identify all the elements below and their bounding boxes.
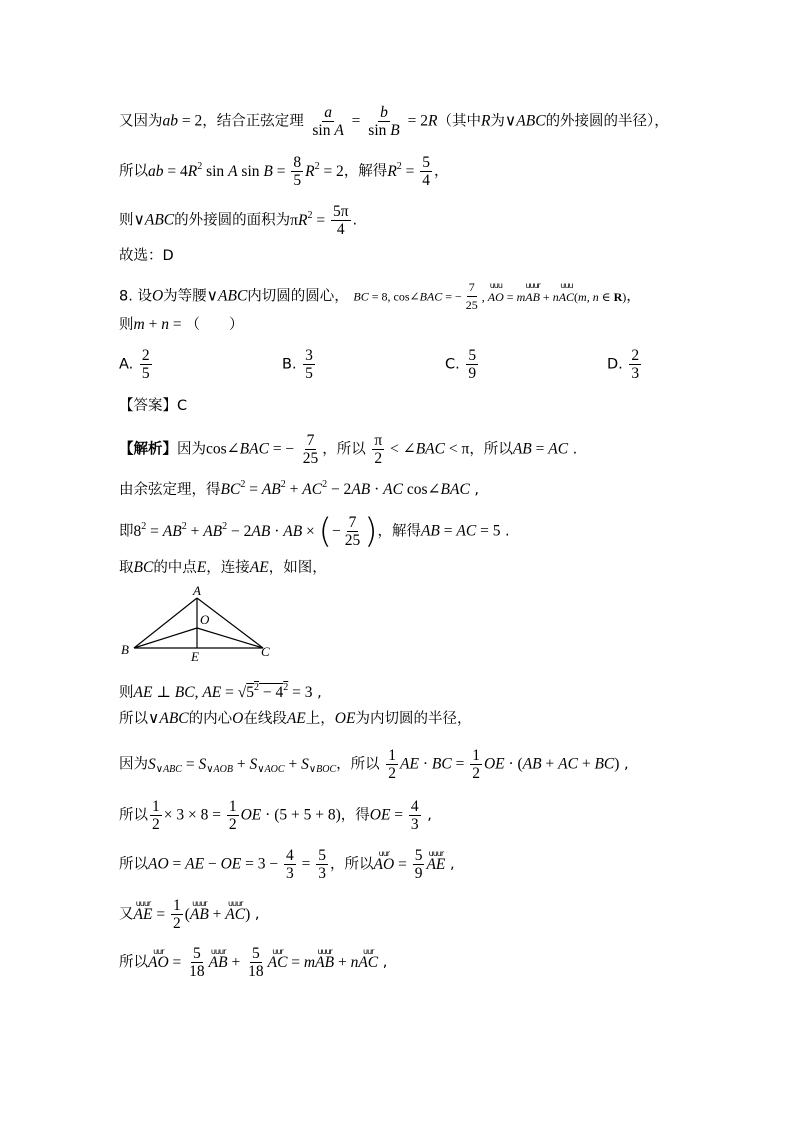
line-sine-law: 又因为ab = 2，结合正弦定理 $\frac{a}{\text{sin A}}$ = $\frac{b}{\text{sin B}}$ = 2R（其中R为∨ABC的外接圆的半径）， xyxy=(119,104,669,139)
analysis-line-1: 【解析】因为cos∠BAC = − $\frac{7}{25}$ ，所以 $\frac{\pi}{2}$ < ∠BAC < π，所以AB = AC . xyxy=(119,432,578,467)
side-ab xyxy=(134,598,197,648)
line-oe: 所以 $\frac{1}{2}$ × 3 × 8 = $\frac{1}{2}$ OE · (5 + 5 + 8)，得OE = $\frac{4}{3}$ , xyxy=(119,798,432,833)
answer: 【答案】C xyxy=(119,398,188,414)
question-8: 8. 设O为等腰∨ABC内切圆的圆心， BC = 8, cos∠BAC = − $\frac{7}{25}$ , uuu AO = muuur AB + nuuu AC(m, n ∈ R)， xyxy=(119,279,641,314)
label-o: O xyxy=(200,612,210,627)
segment-bo xyxy=(134,628,197,648)
line-ae-length: 则AE ⊥ BC, AE = $√5^2 - 4^2 = 3$ , xyxy=(119,682,322,701)
line-incenter: 所以∨ABC的内心O在线段AE上，OE为内切圆的半径， xyxy=(119,710,472,727)
line-cosine-law: 由余弦定理，得$BC^2 = AB^2 + AC^2 - 2AB$ · AC cos∠BAC , xyxy=(119,479,480,498)
segment-co xyxy=(197,628,263,648)
option-c: C. $\frac{5}{9}$ xyxy=(445,347,477,382)
line-midpoint: 取BC的中点E，连接AE，如图， xyxy=(119,559,327,576)
line-choice: 故选：D xyxy=(119,248,174,264)
triangle-figure xyxy=(117,584,277,664)
question-8-cont: 则m + n = （ ） xyxy=(119,316,244,333)
option-d: D. $\frac{2}{3}$ xyxy=(607,347,640,382)
line-area-sum: 因为$S_{\vee ABC} = S_{\vee AOB} + S_{\vee AOC} + S_{\vee BOC}$，所以 $\frac{1}{2}$ AE · BC = $\frac{1}{2}$ OE · (AB + AC + BC) , xyxy=(119,747,629,782)
option-a: A. $\frac{2}{5}$ xyxy=(119,347,150,382)
label-e: E xyxy=(191,649,199,664)
line-solve-r2: 所以ab = $4R^2$ sin A sin B = $\frac{8}{5}$ $R^2 = 2$，解得$R^2$ = $\frac{5}{4}$ ， xyxy=(119,154,449,189)
line-area: 则∨ABC的外接圆的面积为$\pi R^2$ = $\frac{5\pi}{4}$ . xyxy=(119,203,358,238)
option-b: B. $\frac{3}{5}$ xyxy=(282,347,313,382)
label-a: A xyxy=(193,584,201,598)
line-ao: 所以AO = AE − OE = 3 − $\frac{4}{3}$ = $\frac{5}{3}$ ，所以uur AO = $\frac{5}{9}$ uuur AE , xyxy=(119,847,455,882)
line-ae-vector: 又uuur AE = $\frac{1}{2}$ (uuur AB + uuur AC) , xyxy=(119,897,260,932)
label-b: B xyxy=(121,642,129,657)
line-substitute: 即$8^2 = AB^2 + AB^2 - 2AB$ · AB × (− $\frac{7}{25}$ )，解得AB = AC = 5 . xyxy=(119,511,510,552)
label-c: C xyxy=(261,644,270,659)
line-final: 所以uur AO = $\frac{5}{18}$ uuur AB + $\frac{5}{18}$ uur AC = muuur AB + nuur AC , xyxy=(119,945,387,980)
